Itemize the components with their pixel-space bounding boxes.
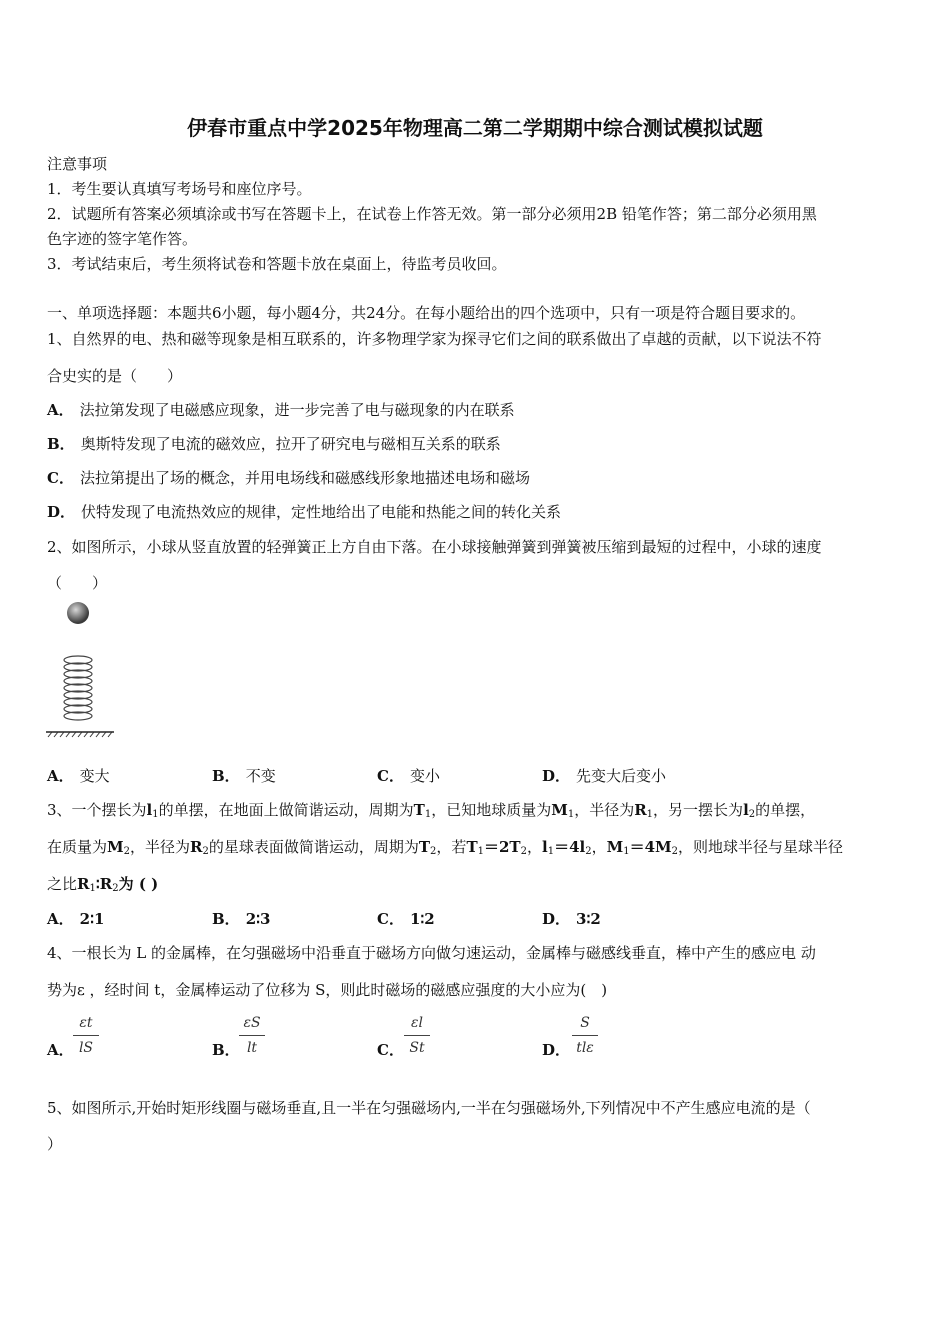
- option-letter: B．: [212, 767, 240, 785]
- option-letter: D．: [542, 910, 571, 928]
- q2-option-d: [542, 765, 666, 786]
- option-text: 法拉第发现了电磁感应现象，进一步完善了电与磁现象的内在联系: [79, 401, 515, 419]
- q3-option-c: [377, 908, 435, 929]
- option-letter: B．: [212, 910, 240, 928]
- q4-option-d-letter: D．: [542, 1041, 571, 1059]
- q2-option-b: [212, 765, 276, 786]
- ball-spring-figure: [44, 598, 118, 740]
- ground: [46, 732, 114, 737]
- q1-option-c: [47, 467, 530, 488]
- page-title: 伊春市重点中学2025年物理高二第二学期期中综合测试模拟试题: [187, 116, 763, 140]
- q4-option-c-letter: C．: [377, 1041, 404, 1059]
- q4-option-b-letter: B．: [212, 1041, 240, 1059]
- spring: [64, 656, 92, 720]
- option-letter: A．: [47, 767, 74, 785]
- option-letter: A．: [47, 401, 74, 419]
- option-letter: C．: [377, 910, 404, 928]
- option-text: 3∶2: [576, 910, 601, 928]
- ball: [67, 602, 89, 624]
- option-letter: D．: [542, 767, 571, 785]
- option-text: 变小: [409, 767, 440, 785]
- notice-item-2-cont: 色字迹的签字笔作答。: [47, 230, 198, 248]
- q4-stem-line1: 4、一根长为 L 的金属棒，在匀强磁场中沿垂直于磁场方向做匀速运动，金属棒与磁感线垂直，棒中产生的感应电 动: [47, 944, 816, 962]
- q3-stem-line2: 在质量为$M_2$，半径为$R_2$的星球表面做简谐运动，周期为$T_2$，若$T_1=2T_2$，$l_1=4l_2$，$M_1=4M_2$，则地球半径与星球半径: [47, 838, 844, 857]
- option-letter: B．: [47, 435, 75, 453]
- option-letter: C．: [377, 767, 404, 785]
- option-text: 不变: [245, 767, 276, 785]
- q2-option-c: [377, 765, 440, 786]
- q1-stem-line2: 合史实的是（ ）: [47, 367, 183, 385]
- option-text: 奥斯特发现了电流的磁效应，拉开了研究电与磁相互关系的联系: [80, 435, 501, 453]
- q3-stem-line3: 之比$R_1∶R_2$为 ( ): [47, 875, 159, 894]
- q3-option-b: [212, 908, 270, 929]
- option-text: 伏特发现了电流热效应的规律，定性地给出了电能和热能之间的转化关系: [81, 503, 562, 521]
- option-text: 法拉第提出了场的概念，并用电场线和磁感线形象地描述电场和磁场: [79, 469, 530, 487]
- q4-option-a-letter: A．: [47, 1041, 74, 1059]
- option-text: 1∶2: [409, 910, 435, 928]
- q3-stem-line1: 3、一个摆长为$l_1$的单摆，在地面上做简谐运动，周期为$T_1$，已知地球质量为$M_1$，半径为$R_1$，另一摆长为$l_2$的单摆，: [47, 801, 816, 820]
- q2-stem-line1: 2、如图所示，小球从竖直放置的轻弹簧正上方自由下落。在小球接触弹簧到弹簧被压缩到最短的过程中，小球的速度: [47, 538, 822, 556]
- section-heading: 一、单项选择题：本题共6小题，每小题4分，共24分。在每小题给出的四个选项中，只有一项是符合题目要求的。: [47, 304, 806, 322]
- q4-option-a-fraction: εt lS: [69, 1013, 103, 1058]
- q4-stem-line2: 势为ε ，经时间 t，金属棒运动了位移为 S，则此时磁场的磁感应强度的大小应为( ): [47, 981, 608, 999]
- notice-item-2: 2．试题所有答案必须填涂或书写在答题卡上，在试卷上作答无效。第一部分必须用2B 铅笔作答；第二部分必须用黑: [47, 205, 817, 223]
- option-letter: D．: [47, 503, 76, 521]
- q5-stem-line1: 5、如图所示,开始时矩形线圈与磁场垂直,且一半在匀强磁场内,一半在匀强磁场外,下列情况中不产生感应电流的是（: [47, 1099, 811, 1117]
- notice-heading: 注意事项: [47, 155, 108, 173]
- q2-option-a: [47, 765, 110, 786]
- q1-stem-line1: 1、自然界的电、热和磁等现象是相互联系的，许多物理学家为探寻它们之间的联系做出了卓越的贡献，以下说法不符: [47, 330, 822, 348]
- notice-item-3: 3．考试结束后，考生须将试卷和答题卡放在桌面上，待监考员收回。: [47, 255, 507, 273]
- notice-item-1: 1．考生要认真填写考场号和座位序号。: [47, 180, 312, 198]
- q4-option-d-fraction: S tlε: [568, 1013, 602, 1058]
- option-text: 先变大后变小: [576, 767, 667, 785]
- q3-option-a: [47, 908, 104, 929]
- q1-option-b: [47, 433, 501, 454]
- q1-option-d: [47, 501, 561, 522]
- option-letter: A．: [47, 910, 74, 928]
- q5-stem-line2: ）: [47, 1135, 63, 1153]
- option-text: 2∶1: [79, 910, 105, 928]
- option-letter: C．: [47, 469, 74, 487]
- q2-stem-line2: （ ）: [47, 574, 108, 592]
- option-text: 2∶3: [245, 910, 271, 928]
- q4-option-b-fraction: εS lt: [235, 1013, 269, 1058]
- option-text: 变大: [79, 767, 110, 785]
- q3-option-d: [542, 908, 601, 929]
- q1-option-a: [47, 399, 515, 420]
- q4-option-c-fraction: εl St: [400, 1013, 434, 1058]
